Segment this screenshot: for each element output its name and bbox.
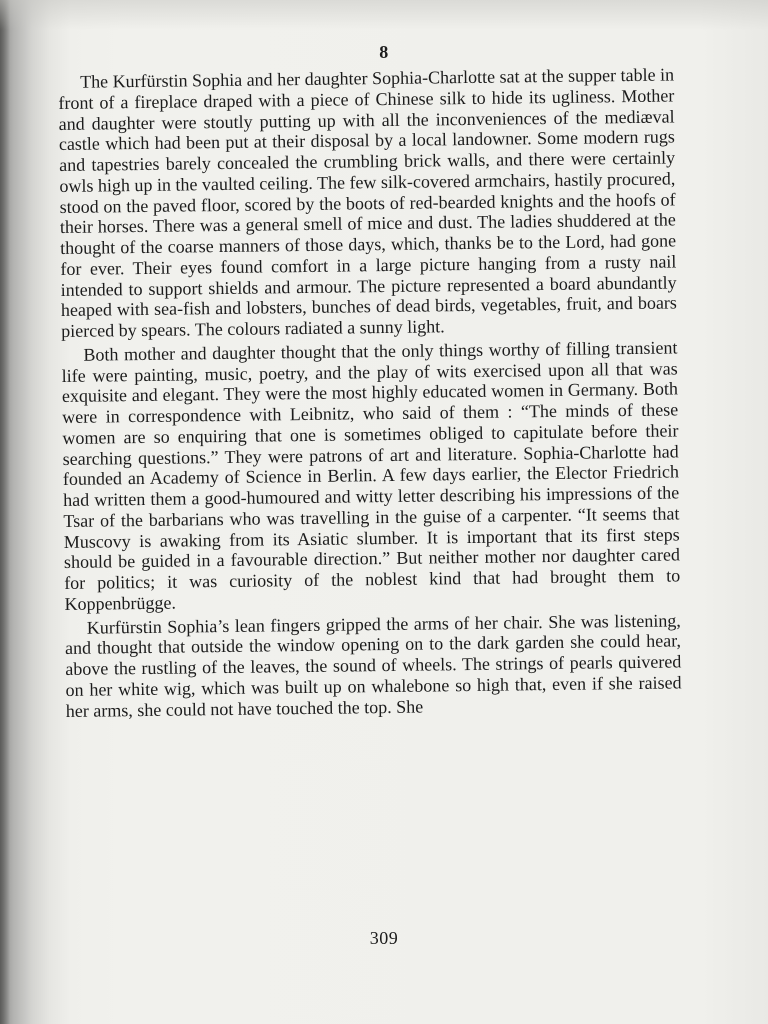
chapter-page-number: 8 xyxy=(379,42,389,62)
paragraph-3: Kurfürstin Sophia’s lean fingers gripped the arms of her chair. She was listening, and thought that outside the window opening on to the dark garden she could hear, above the rustling of the leaves, the sound of wheels. The strings of pearls quivered on her white wig, which was built up on whalebone so high that, even if she raised her arms, she could not have touched the top. She xyxy=(64,609,682,721)
gutter-shadow xyxy=(0,0,10,1024)
top-shade xyxy=(0,0,768,30)
body-text xyxy=(58,64,682,721)
folio: 309 xyxy=(369,928,399,948)
paragraph-1: The Kurfürstin Sophia and her daughter Sophia-Charlotte sat at the supper table in front of a fireplace draped with a piece of Chinese silk to hide its ugliness. Mother and daughter were stoutly putting up with all the inconveniences of the mediæval castle which had been put at their disposal by a local landowner. Some modern rugs and tapestries barely concealed the crumbling brick walls, and there were certainly owls high up in the vaulted ceiling. The few silk-covered armchairs, hastily procured, stood on the paved floor, scored by the boots of red-bearded knights and the hoofs of their horses. There was a general smell of mice and dust. The ladies shuddered at the thought of the coarse manners of those days, which, thanks be to the Lord, had gone for ever. Their eyes found comfort in a large picture hanging from a rusty nail intended to support shields and armour. The picture represented a board abundantly heaped with sea-fish and lobsters, bunches of dead birds, vegetables, fruit, and boars pierced by spears. The colours radiated a sunny light. xyxy=(58,64,677,341)
paragraph-2: Both mother and daughter thought that the only things worthy of filling transient life were painting, music, poetry, and the play of wits exercised upon all that was exquisite and elegant. They were the most highly educated women in Germany. Both were in correspondence with Leibnitz, who said of them : “The minds of these women are so enquiring that one is sometimes obliged to capitulate before their searching questions.” They were patrons of art and literature. Sophia-Charlotte had founded an Academy of Science in Berlin. A few days earlier, the Elector Friedrich had written them a good-humoured and witty letter describing his impressions of the Tsar of the barbarians who was travelling in the guise of a carpenter. “It seems that Muscovy is awaking from its Asiatic slumber. It is important that its first steps should be guided in a favourable direction.” But neither mother nor daughter cared for politics; it was curiosity of the noblest kind that had brought them to Koppenbrügge. xyxy=(61,337,681,614)
